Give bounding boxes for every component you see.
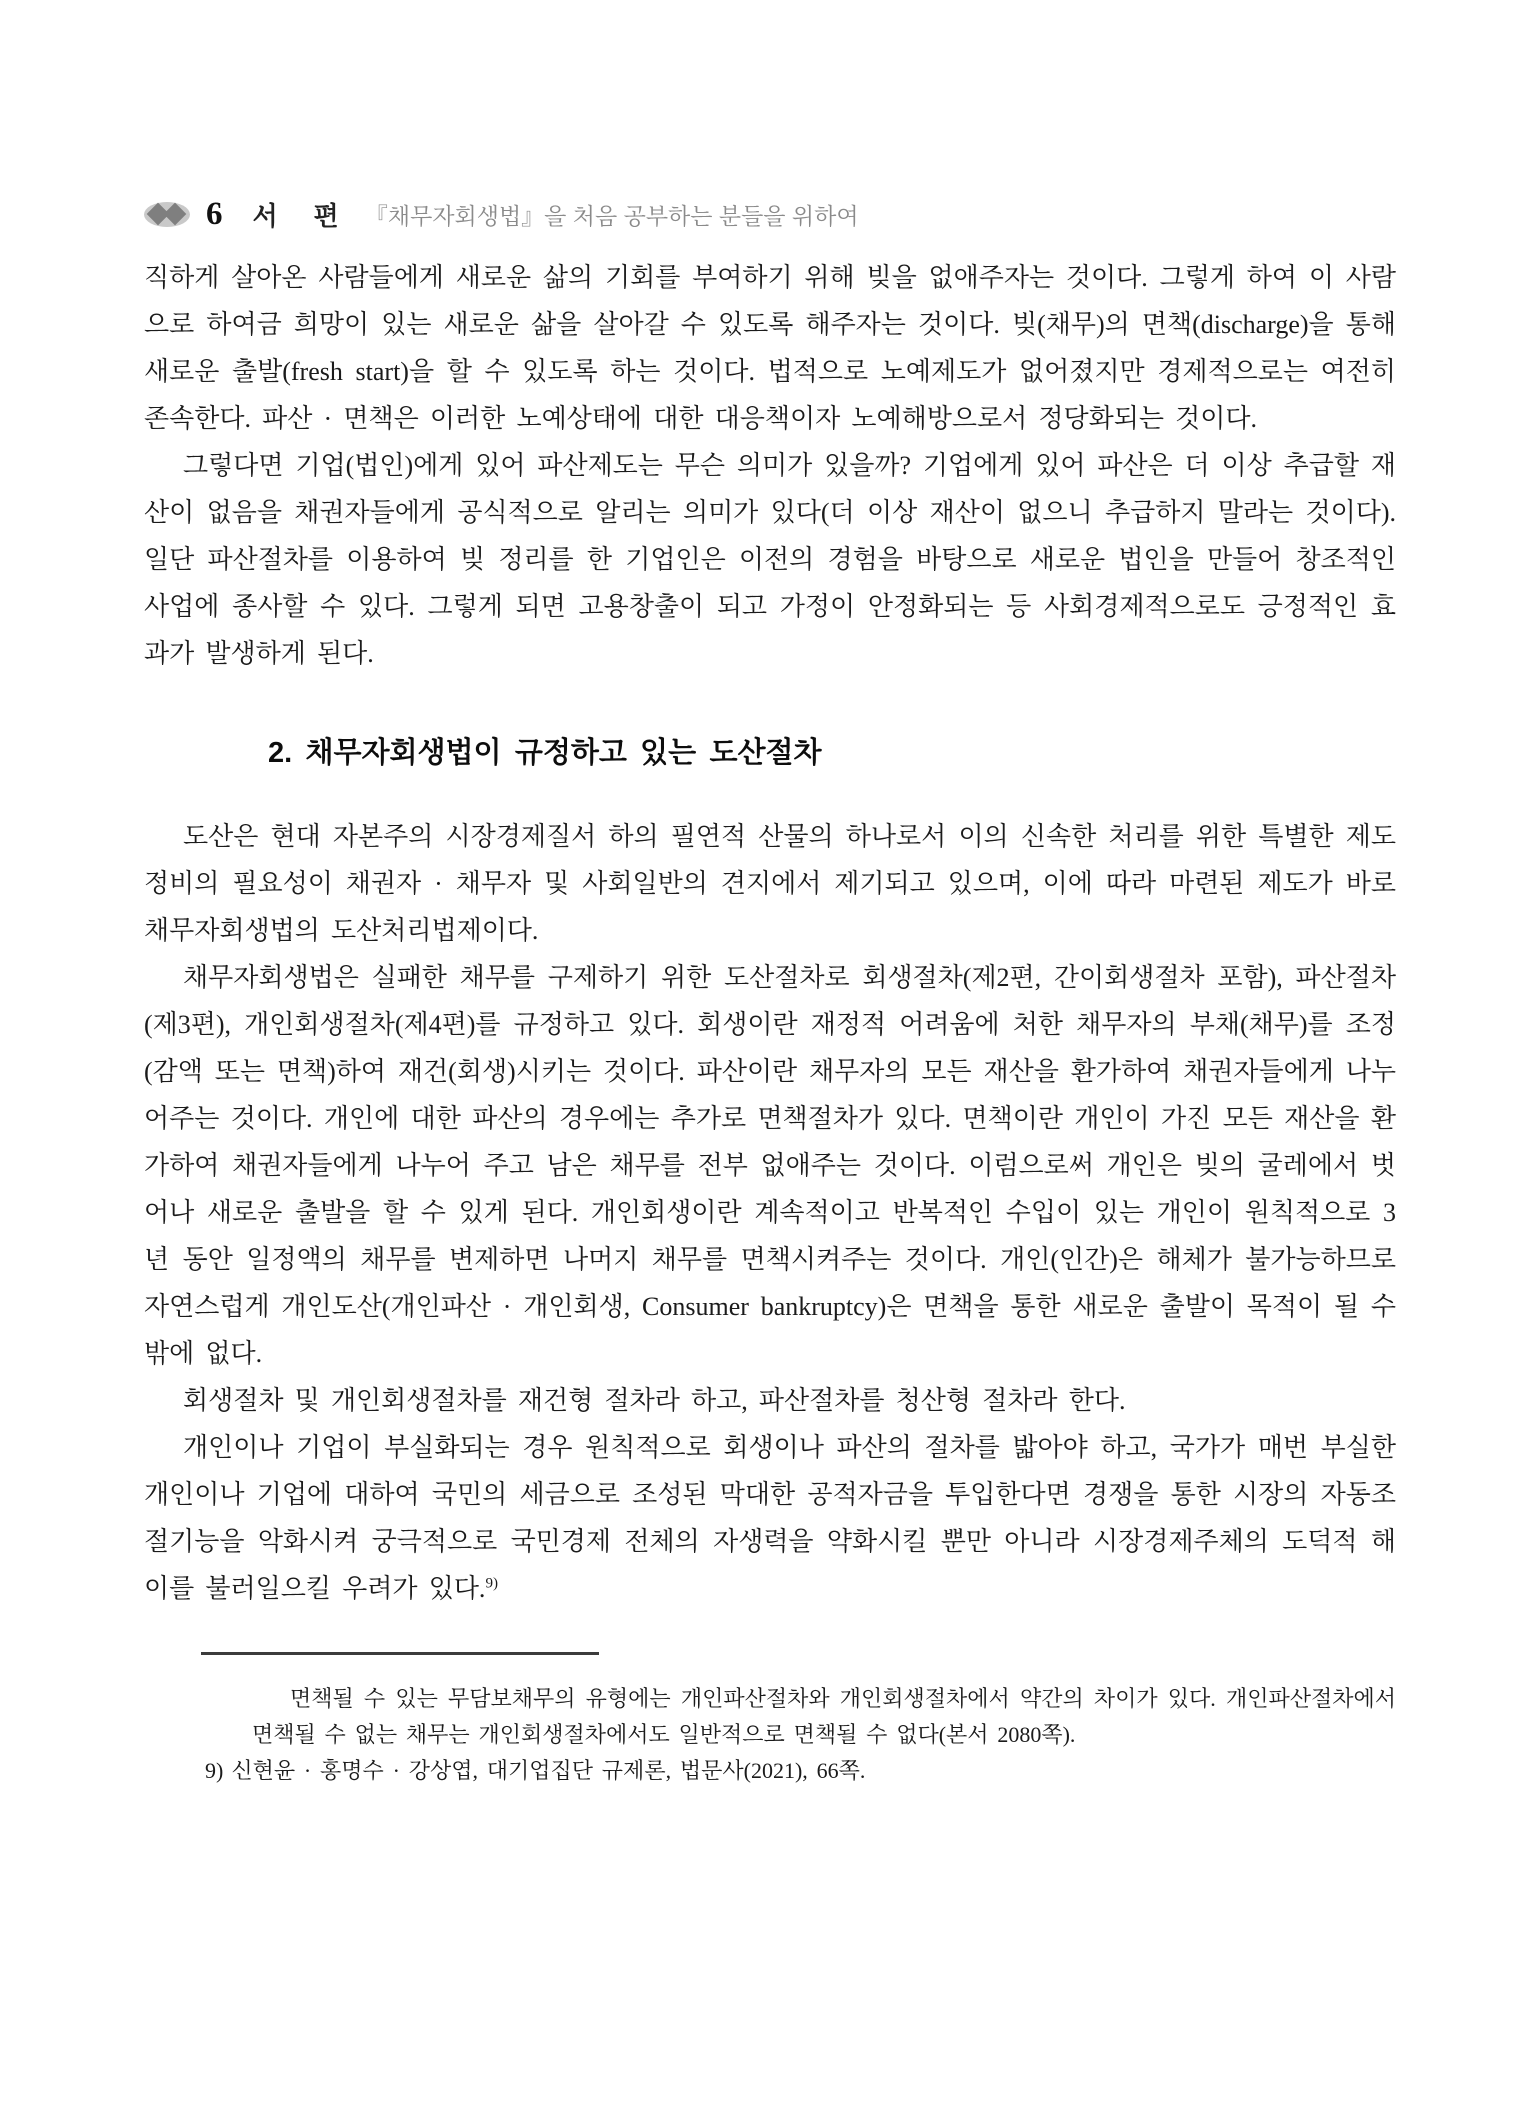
body-paragraph: 도산은 현대 자본주의 시장경제질서 하의 필연적 산물의 하나로서 이의 신속한 처리를 위한 특별한 제도정비의 필요성이 채권자 · 채무자 및 사회일반의 견지에서 제기되고 있으며, 이에 따라 마련된 제도가 바로 채무자회생법의 도산처리법제이다. xyxy=(144,822,1396,945)
double-diamond-icon xyxy=(144,200,190,228)
footnotes-section xyxy=(144,1652,1396,1789)
running-title: 『채무자회생법』을 처음 공부하는 분들을 위하여 xyxy=(364,202,859,229)
page-header xyxy=(144,196,1396,232)
body-paragraph xyxy=(144,1424,1396,1612)
page-body xyxy=(144,254,1396,1789)
footnote-reference: 9) xyxy=(485,1575,498,1592)
footnote-item: 면책될 수 있는 무담보채무의 유형에는 개인파산절차와 개인회생절차에서 약간의 차이가 있다. 개인파산절차에서 면책될 수 없는 채무는 개인회생절차에서도 일반적으로 면책될 수 없다(본서 2080쪽). xyxy=(252,1686,1396,1747)
page-number: 6 xyxy=(206,195,223,232)
part-label: 서 편 xyxy=(252,200,353,231)
section-heading: 2. 채무자회생법이 규정하고 있는 도산절차 xyxy=(268,737,822,769)
body-paragraph: 채무자회생법은 실패한 채무를 구제하기 위한 도산절차로 회생절차(제2편, 간이회생절차 포함), 파산절차(제3편), 개인회생절차(제4편)를 규정하고 있다. 회생이란 재정적 어려움에 처한 채무자의 부채(채무)를 조정(감액 또는 면책)하여 재건(회생)시키는 것이다. 파산이란 채무자의 모든 재산을 환가하여 채권자들에게 나누어주는 것이다. 개인에 대한 파산의 경우에는 추가로 면책절차가 있다. 면책이란 개인이 가진 모든 재산을 환가하여 채권자들에게 나누어 주고 남은 채무를 전부 없애주는 것이다. 이럼으로써 개인은 빚의 굴레에서 벗어나 새로운 출발을 할 수 있게 된다. 개인회생이란 계속적이고 반복적인 수입이 있는 개인이 원칙적으로 3년 동안 일정액의 채무를 변제하면 나머지 채무를 면책시켜주는 것이다. 개인(인간)은 해체가 불가능하므로 자연스럽게 개인도산(개인파산 · 개인회생, Consumer bankruptcy)은 면책을 통한 새로운 출발이 목적이 될 수밖에 없다. xyxy=(144,963,1396,1368)
footnote-item xyxy=(144,1753,1396,1789)
footnote-marker: 9) xyxy=(205,1758,224,1783)
body-paragraph: 직하게 살아온 사람들에게 새로운 삶의 기회를 부여하기 위해 빚을 없애주자는 것이다. 그렇게 하여 이 사람으로 하여금 희망이 있는 새로운 삶을 살아갈 수 있도록 해주자는 것이다. 빚(채무)의 면책(discharge)을 통해 새로운 출발(fresh start)을 할 수 있도록 하는 것이다. 법적으로 노예제도가 없어졌지만 경제적으로는 여전히 존속한다. 파산 · 면책은 이러한 노예상태에 대한 대응책이자 노예해방으로서 정당화되는 것이다. xyxy=(144,263,1396,433)
footnote-text: 신현윤 · 홍명수 · 강상엽, 대기업집단 규제론, 법문사(2021), 66쪽. xyxy=(231,1758,866,1783)
body-paragraph: 그렇다면 기업(법인)에게 있어 파산제도는 무슨 의미가 있을까? 기업에게 있어 파산은 더 이상 추급할 재산이 없음을 채권자들에게 공식적으로 알리는 의미가 있다(더 이상 재산이 없으니 추급하지 말라는 것이다). 일단 파산절차를 이용하여 빚 정리를 한 기업인은 이전의 경험을 바탕으로 새로운 법인을 만들어 창조적인 사업에 종사할 수 있다. 그렇게 되면 고용창출이 되고 가정이 안정화되는 등 사회경제적으로도 긍정적인 효과가 발생하게 된다. xyxy=(144,451,1396,668)
body-paragraph: 회생절차 및 개인회생절차를 재건형 절차라 하고, 파산절차를 청산형 절차라 한다. xyxy=(183,1386,1126,1415)
paragraph-text: 개인이나 기업이 부실화되는 경우 원칙적으로 회생이나 파산의 절차를 밟아야 하고, 국가가 매번 부실한 개인이나 기업에 대하여 국민의 세금으로 조성된 막대한 공적자금을 투입한다면 경쟁을 통한 시장의 자동조절기능을 악화시켜 궁극적으로 국민경제 전체의 자생력을 약화시킬 뿐만 아니라 시장경제주체의 도덕적 해이를 불러일으킬 우려가 있다. xyxy=(144,1433,1396,1603)
footnote-separator xyxy=(201,1652,599,1655)
